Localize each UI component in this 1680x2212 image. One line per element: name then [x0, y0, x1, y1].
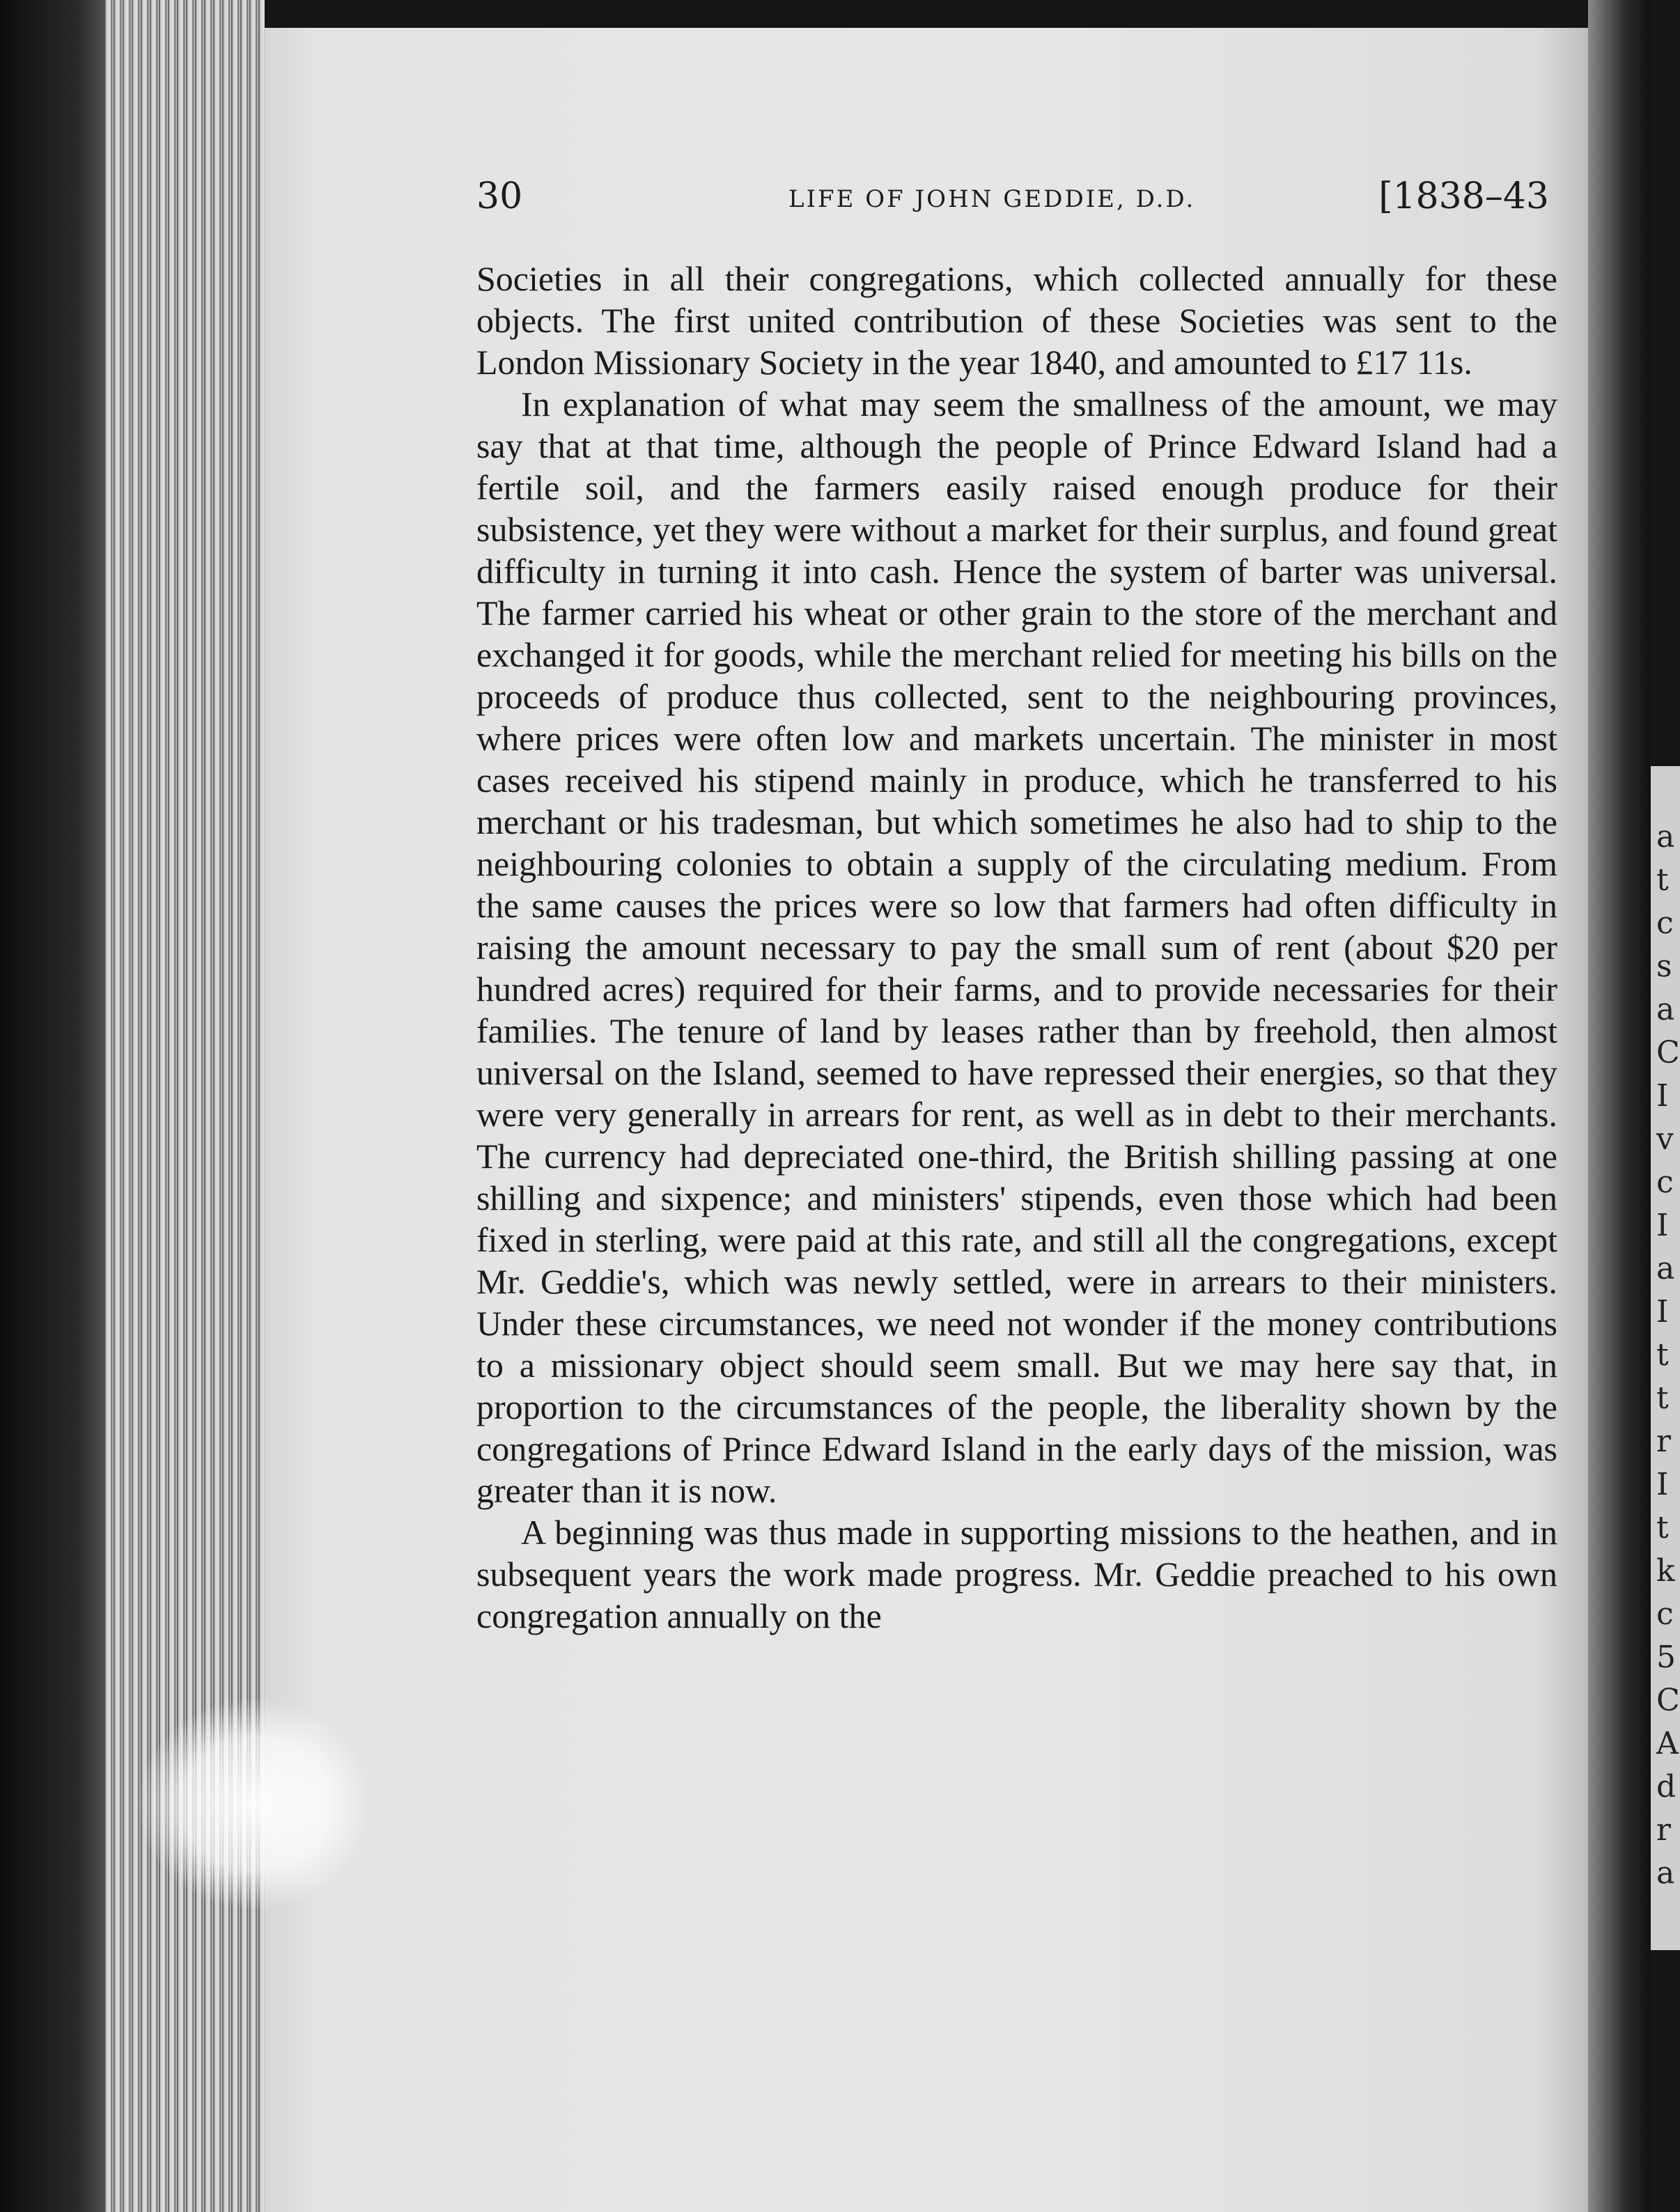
- next-page-fragment: C: [1656, 1683, 1680, 1718]
- next-page-fragment: I: [1656, 1078, 1669, 1114]
- next-page-fragment: s: [1656, 949, 1672, 984]
- next-page-fragment: t: [1656, 1510, 1669, 1545]
- date-range: [1838–43: [1378, 176, 1549, 217]
- next-page-fragment: C: [1656, 1035, 1680, 1070]
- next-page-fragment: d: [1656, 1769, 1677, 1805]
- next-page-fragment: a: [1656, 819, 1675, 855]
- book-gutter: [1588, 0, 1651, 2212]
- next-page-fragment: a: [1656, 1251, 1675, 1286]
- paragraph: Societies in all their congregations, which collected annually for these objects. The first united contribution of these Societies was sent to the London Missionary Society in the year 1840, and amounted to £17 11s.: [476, 259, 1557, 382]
- next-page-fragment: I: [1656, 1208, 1669, 1243]
- book-shadow: [0, 0, 111, 2212]
- next-page-fragment: c: [1656, 1596, 1674, 1632]
- next-page-fragment: A: [1656, 1726, 1679, 1761]
- running-title: LIFE OF JOHN GEDDIE, D.D.: [788, 185, 1196, 213]
- next-page-fragment: 5: [1656, 1639, 1676, 1675]
- next-page-fragment: t: [1656, 1380, 1669, 1416]
- next-page-fragment: a: [1656, 1855, 1675, 1891]
- next-page-fragment: r: [1656, 1812, 1672, 1848]
- page-number: 30: [476, 176, 523, 217]
- body-text: [476, 258, 1557, 1637]
- next-page-fragment: I: [1656, 1467, 1669, 1502]
- next-page-fragment: c: [1656, 905, 1674, 941]
- next-page-fragment: t: [1656, 1337, 1669, 1373]
- next-page-fragment: I: [1656, 1294, 1669, 1330]
- next-page-fragment: r: [1656, 1424, 1672, 1459]
- next-page-fragment: c: [1656, 1165, 1674, 1200]
- next-page-fragment: a: [1656, 992, 1675, 1027]
- paragraph: In explanation of what may seem the smallness of the amount, we may say that at that time, although the people of Prince Edward Island had a fertile soil, and the farmers easily raised enough produce for their subsistence, yet they were without a market for their surplus, and found great difficulty in turning it into cash. Hence the system of barter was universal. The farmer carried his wheat or other grain to the store of the merchant and exchanged it for goods, while the merchant relied for meeting his bills on the proceeds of produce thus collected, sent to the neighbouring provinces, where prices were often low and markets uncertain. The minister in most cases received his stipend mainly in produce, which he transferred to his merchant or his tradesman, but which sometimes he also had to ship to the neighbouring colonies to obtain a supply of the circulating medium. From the same causes the prices were so low that farmers had often difficulty in raising the amount necessary to pay the small sum of rent (about $20 per hundred acres) required for their farms, and to provide necessaries for their families. The tenure of land by leases rather than by freehold, then almost universal on the Island, seemed to have repressed their energies, so that they were very generally in arrears for rent, as well as in debt to their merchants. The currency had depreciated one-third, the British shilling passing at one shilling and sixpence; and ministers' stipends, even those which had been fixed in sterling, were paid at this rate, and still all the congregations, except Mr. Geddie's, which was newly settled, were in arrears to their ministers. Under these circumstances, we need not wonder if the money contributions to a missionary object should seem small. But we may here say that, in proportion to the circumstances of the people, the liberality shown by the congregations of Prince Edward Island in the early days of the mission, was greater than it is now.: [476, 384, 1557, 1510]
- next-page-fragment: k: [1656, 1553, 1675, 1589]
- next-page-fragment: v: [1656, 1121, 1674, 1157]
- page-header: [476, 176, 1549, 231]
- paper-smudge: [139, 1699, 369, 1908]
- next-page-fragment: t: [1656, 862, 1669, 898]
- paragraph: A beginning was thus made in supporting missions to the heathen, and in subsequent years the work made progress. Mr. Geddie preached to his own congregation annually on the: [476, 1513, 1557, 1635]
